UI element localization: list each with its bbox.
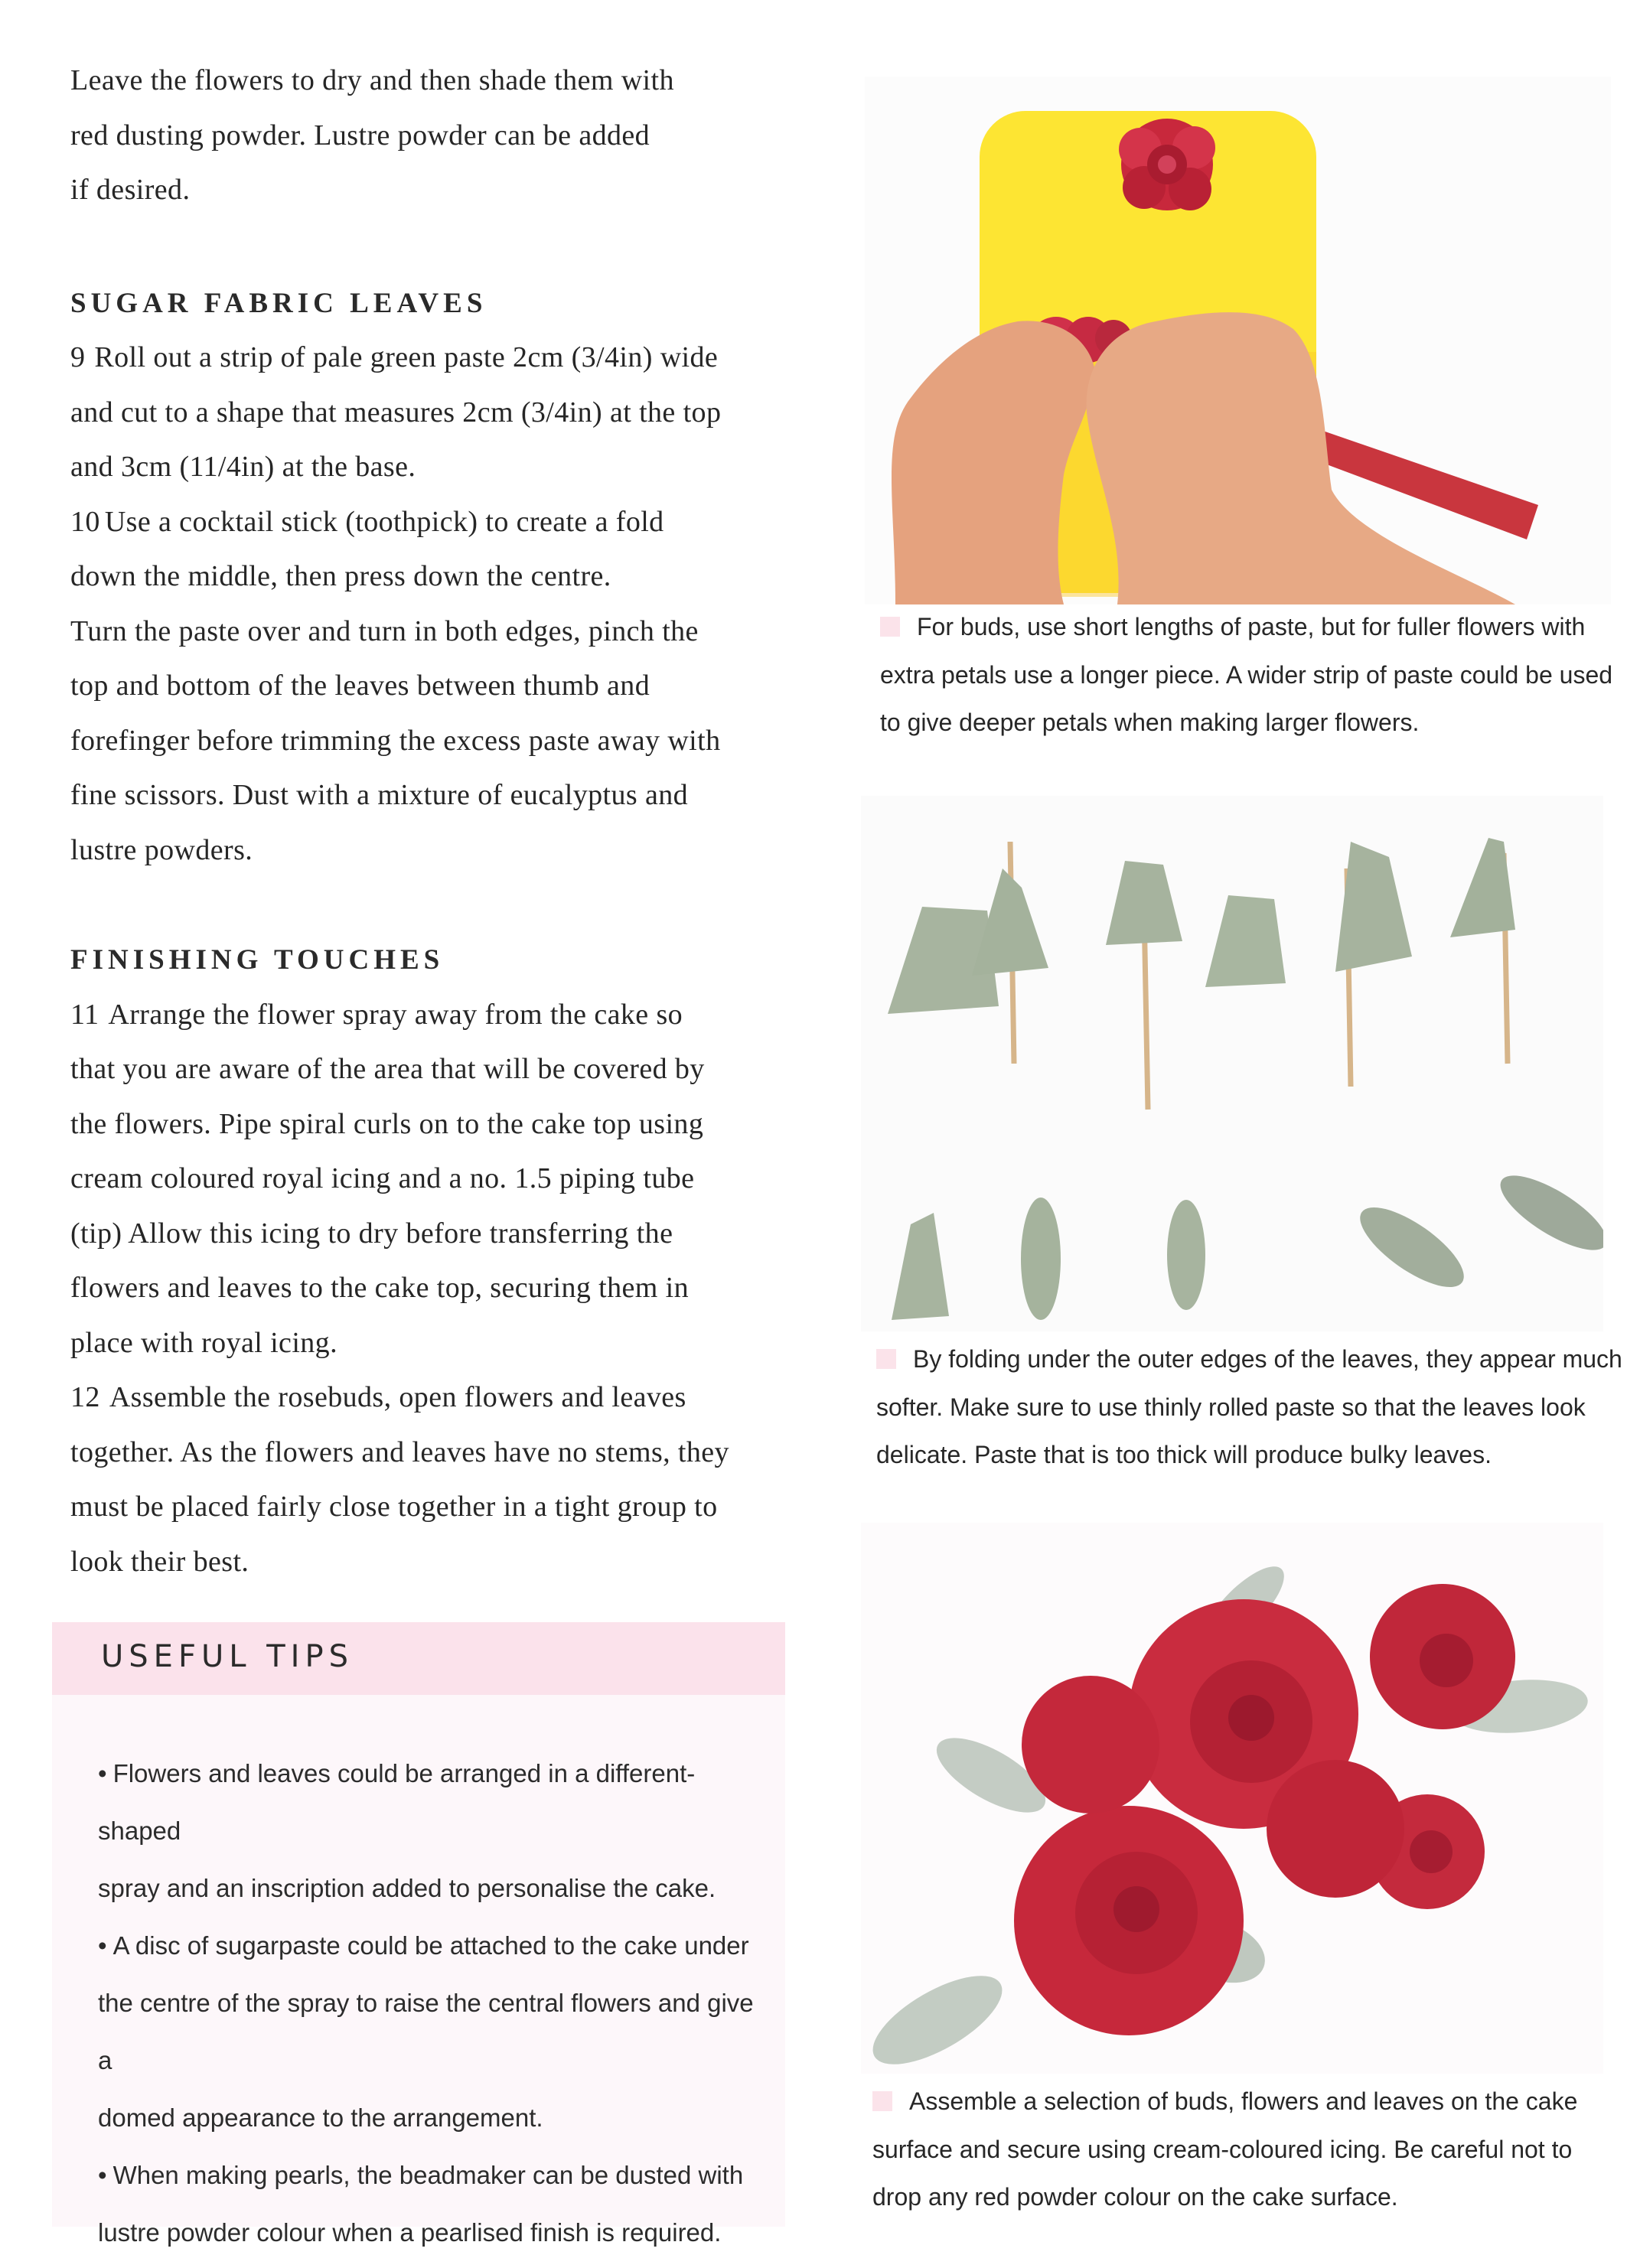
tip-line: spray and an inscription added to personalise the cake. [98, 1874, 716, 1902]
caption-line: For buds, use short lengths of paste, but for fuller flowers with [917, 613, 1586, 640]
section-heading-finishing-touches: FINISHING TOUCHES [70, 944, 445, 976]
step-line: top and bottom of the leaves between thumb and [70, 670, 650, 702]
caption-marker-icon [880, 617, 900, 637]
tip-line: A disc of sugarpaste could be attached to the cake under [112, 1931, 749, 1960]
tip-line: the centre of the spray to raise the central flowers and give a [98, 1989, 754, 2074]
bullet-icon: • [98, 2161, 107, 2189]
caption-line: to give deeper petals when making larger flowers. [880, 709, 1420, 736]
tip-line: When making pearls, the beadmaker can be dusted with [112, 2161, 744, 2189]
step-line: Assemble the rosebuds, open flowers and leaves [109, 1381, 686, 1413]
caption-line: softer. Make sure to use thinly rolled paste so that the leaves look [876, 1393, 1586, 1421]
step-number: 9 [70, 341, 86, 373]
step-line: together. As the flowers and leaves have no stems, they [70, 1435, 729, 1468]
step-line: forefinger before trimming the excess paste away with [70, 724, 721, 757]
step-line: cream coloured royal icing and a no. 1.5 piping tube [70, 1162, 695, 1194]
step-line: and 3cm (11/4in) at the base. [70, 451, 416, 483]
tip-item [98, 2146, 771, 2261]
left-column [70, 54, 805, 1589]
step-line: and cut to a shape that measures 2cm (3/4in) at the top [70, 396, 722, 429]
intro-line: Leave the flowers to dry and then shade them with [70, 64, 674, 96]
photo-leaf-folding-steps [861, 796, 1603, 1331]
step-number: 11 [70, 998, 99, 1031]
rolling-rosebud-illustration [865, 77, 1611, 604]
photo-rose-spray [861, 1523, 1603, 2074]
step-line: flowers and leaves to the cake top, securing them in [70, 1272, 689, 1304]
step-line: the flowers. Pipe spiral curls on to the cake top using [70, 1107, 704, 1140]
step-line: look their best. [70, 1545, 249, 1578]
caption-line: Assemble a selection of buds, flowers and leaves on the cake [909, 2087, 1578, 2115]
photo-rolling-rosebud [865, 77, 1611, 604]
bullet-icon: • [98, 1759, 107, 1787]
tips-list [98, 1745, 771, 2261]
caption-line: extra petals use a longer piece. A wider strip of paste could be used [880, 660, 1613, 689]
caption-figure-1 [880, 603, 1627, 747]
caption-marker-icon [872, 2091, 892, 2111]
step-line: (tip) Allow this icing to dry before transferring the [70, 1217, 673, 1250]
step-line: Turn the paste over and turn in both edges, pinch the [70, 614, 699, 647]
rose-spray-illustration [861, 1523, 1603, 2074]
step-line: Arrange the flower spray away from the cake so [108, 998, 683, 1031]
intro-line: if desired. [70, 174, 191, 206]
step-12 [70, 1370, 805, 1589]
tip-line: lustre powder colour when a pearlised finish is required. [98, 2218, 722, 2247]
section-heading-sugar-fabric-leaves: SUGAR FABRIC LEAVES [70, 287, 487, 319]
useful-tips-box [52, 1622, 785, 2247]
caption-figure-3 [872, 2077, 1622, 2221]
caption-figure-2 [876, 1335, 1626, 1479]
tip-line: domed appearance to the arrangement. [98, 2103, 543, 2132]
intro-line: red dusting powder. Lustre powder can be added [70, 119, 650, 152]
tip-item [98, 1745, 771, 1917]
leaf-folding-illustration [861, 796, 1603, 1331]
step-line: must be placed fairly close together in a tight group to [70, 1491, 718, 1523]
step-9 [70, 331, 805, 495]
step-line: Use a cocktail stick (toothpick) to create a fold [104, 505, 664, 538]
step-line: that you are aware of the area that will be covered by [70, 1053, 705, 1085]
tips-header [52, 1622, 785, 1695]
caption-line: surface and secure using cream-coloured icing. Be careful not to [872, 2135, 1573, 2163]
step-line: place with royal icing. [70, 1326, 337, 1359]
step-line: Roll out a strip of pale green paste 2cm (3/4in) wide [94, 341, 719, 373]
tips-title: USEFUL TIPS [101, 1639, 354, 1674]
step-number: 10 [70, 505, 100, 538]
bullet-icon: • [98, 1931, 107, 1960]
intro-paragraph [70, 54, 805, 218]
tip-item [98, 1917, 771, 2146]
step-line: lustre powders. [70, 833, 253, 866]
tip-line: Flowers and leaves could be arranged in a different-shaped [98, 1759, 696, 1845]
caption-line: delicate. Paste that is too thick will produce bulky leaves. [876, 1441, 1492, 1468]
caption-line: drop any red powder colour on the cake surface. [872, 2183, 1398, 2211]
step-line: fine scissors. Dust with a mixture of eucalyptus and [70, 779, 689, 811]
step-10 [70, 495, 805, 878]
step-11 [70, 988, 805, 1371]
step-line: down the middle, then press down the centre. [70, 560, 611, 592]
caption-marker-icon [876, 1349, 896, 1369]
caption-line: By folding under the outer edges of the leaves, they appear much [913, 1345, 1622, 1373]
step-number: 12 [70, 1381, 100, 1413]
